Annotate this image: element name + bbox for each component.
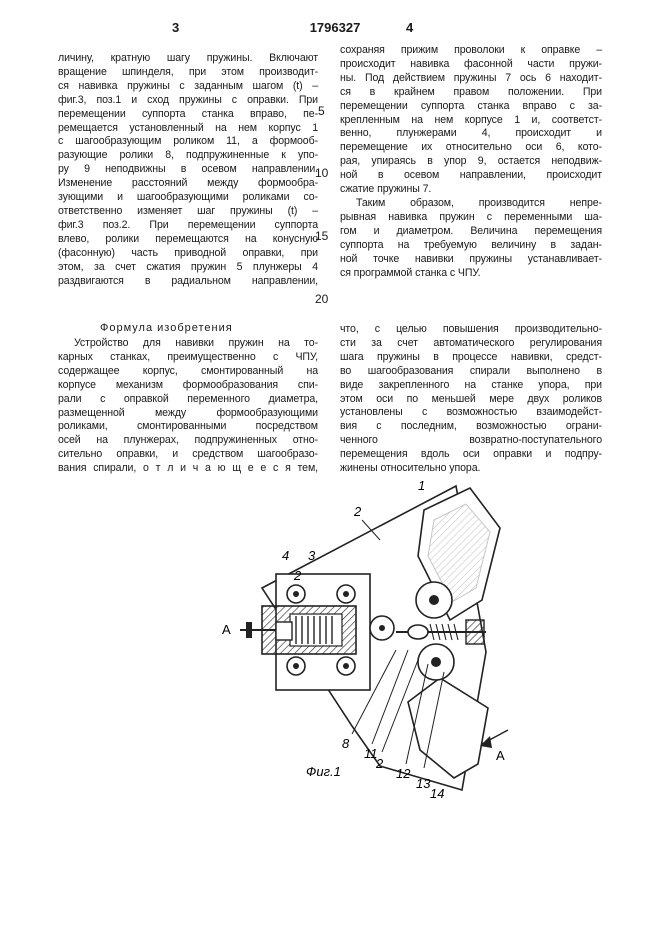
text-line: ся программой станка с ЧПУ.	[340, 266, 481, 279]
line-number-15: 15	[315, 229, 329, 243]
text-line: ответственно изменяет шаг пружины (t) –	[58, 204, 318, 217]
right-column-top	[340, 44, 602, 280]
text-line: разующие ролики 8, подпружиненные к упо-	[58, 149, 318, 162]
text-line: этом оси по меньшей мере двух роликов	[340, 392, 602, 405]
text-line: сжатие пружины 7.	[340, 183, 432, 196]
figure-1-drawing	[0, 470, 670, 810]
text-line: гом и диаметром. Величина перемещения	[340, 224, 602, 237]
text-line: сительно оправки, и средством шагообразо-	[58, 448, 318, 461]
claim-left-column	[58, 337, 318, 476]
text-line: личину, кратную шагу пружины. Включают	[58, 52, 318, 64]
text-line: вращение шпинделя, при этом производит-	[58, 65, 318, 78]
section-marker-right: А	[496, 748, 505, 763]
text-line: рывная навивка пружин с переменными ша-	[340, 210, 602, 223]
text-line: рая, упираясь в упор 9, остается неподвиж-	[340, 155, 602, 168]
figure-label: 8	[342, 736, 350, 751]
text-line: содержащее корпус, смонтированный на	[58, 364, 318, 377]
text-line: зующими и шагообразующими роликами со-	[58, 191, 318, 204]
text-line: установлены с возможностью взаимодейст-	[340, 406, 602, 419]
text-line: Устройство для навивки пружин на то-	[74, 337, 318, 349]
figure-label: 14	[430, 786, 445, 801]
text-line: ны. Под действием пружины 7 ось 6 находит-	[340, 71, 602, 84]
figure-label: 3	[308, 548, 316, 563]
text-line: корпусе механизм формообразования спи-	[58, 378, 318, 391]
text-line: Изменение расстояний между формообра-	[58, 177, 318, 190]
patent-number: 1796327	[309, 20, 361, 35]
text-line: шага пружины в процессе навивки, средст-	[340, 350, 602, 363]
formula-title: Формула изобретения	[100, 322, 233, 334]
text-line: ной в осевом направлении, происходит	[340, 169, 602, 182]
figure-label: 2	[376, 756, 384, 771]
text-line: с шагообразующим роликом 11, а формооб-	[58, 135, 318, 148]
text-line: происходит навивка фасонной части пружи-	[340, 57, 602, 70]
text-line: ремещается установленный на нем корпус 1	[58, 121, 318, 134]
text-line: ченного возвратно-поступательного	[340, 434, 602, 447]
text-line: влево, ролики перемещаются на конусную	[58, 232, 318, 245]
figure-label: 2	[354, 504, 362, 519]
text-line: перемещении суппорта станка вправо с за-	[340, 99, 602, 112]
text-line: вия с последним, возможностью ограни-	[340, 420, 602, 433]
text-line: жинены относительно упора.	[340, 462, 481, 475]
text-line: что, с целью повышения производительно-	[340, 323, 602, 335]
text-line: сохраняя прижим проволоки к оправке –	[340, 44, 602, 56]
text-line: перемещения вдоль оси оправки и подпру-	[340, 448, 602, 461]
text-line: во шагообразования спирали выполнено в	[340, 364, 602, 377]
text-line: суппорта на требуемую величину в задан-	[340, 238, 602, 251]
figure-label: 13	[416, 776, 431, 791]
text-line: раздвигаются в радиальном направлении,	[58, 274, 318, 287]
text-line: вания спирали, о т л и ч а ю щ е е с я тем,	[58, 462, 318, 475]
page-number-right: 4	[406, 20, 414, 35]
line-number-20: 20	[315, 292, 329, 306]
text-line: роликами, смонтированными посредством	[58, 420, 318, 433]
page-number-left: 3	[172, 20, 180, 35]
text-line: крепленным на нем корпусе 1 и, соответст-	[340, 113, 602, 126]
text-line: венно, плунжерами 4, происходит и	[340, 127, 602, 140]
line-number-5: 5	[318, 104, 325, 118]
figure-label: 12	[396, 766, 411, 781]
text-line: ся в крайнем правом положении. При	[340, 85, 602, 98]
text-line: размещенной между формообразующими	[58, 406, 318, 419]
text-line: рали с оправкой переменного диаметра,	[58, 392, 318, 405]
claim-right-column	[340, 323, 602, 476]
text-line: карных станках, преимущественно с ЧПУ,	[58, 350, 318, 363]
figure-label: 2	[294, 568, 302, 583]
text-line: ной точке навивки пружины устанавливает-	[340, 252, 602, 265]
text-line: перемещении суппорта станка вправо, пе-	[58, 107, 318, 120]
line-number-10: 10	[315, 166, 329, 180]
text-line: виде закрепленного на станке упора, при	[340, 378, 602, 391]
figure-label: 11	[364, 746, 378, 761]
text-line: осей на плунжерах, подпружиненных отно-	[58, 434, 318, 447]
left-column-top	[58, 52, 318, 288]
figure-label: 4	[282, 548, 290, 563]
text-line: фиг.3 поз.2. При перемещении суппорта	[58, 218, 318, 231]
text-line: перемещение их относительно оси 6, кото-	[340, 141, 602, 154]
text-line: ру 9 неподвижны в осевом направлении.	[58, 163, 318, 176]
text-line: (фасонную) часть приводной оправки, при	[58, 246, 318, 259]
text-line: ся навивка пружины с заданным шагом (t) –	[58, 79, 318, 92]
text-line: Таким образом, производится непре-	[356, 196, 602, 209]
text-line: сти за счет автоматического регулирования	[340, 336, 602, 349]
figure-label: 1	[418, 478, 426, 493]
section-marker-left: А	[222, 622, 231, 637]
text-line: фиг.3, поз.1 и сход пружины с оправки. При	[58, 93, 318, 106]
figure-caption: Фиг.1	[306, 764, 341, 779]
text-line: этом, за счет сжатия пружин 5 плунжеры 4	[58, 260, 318, 273]
